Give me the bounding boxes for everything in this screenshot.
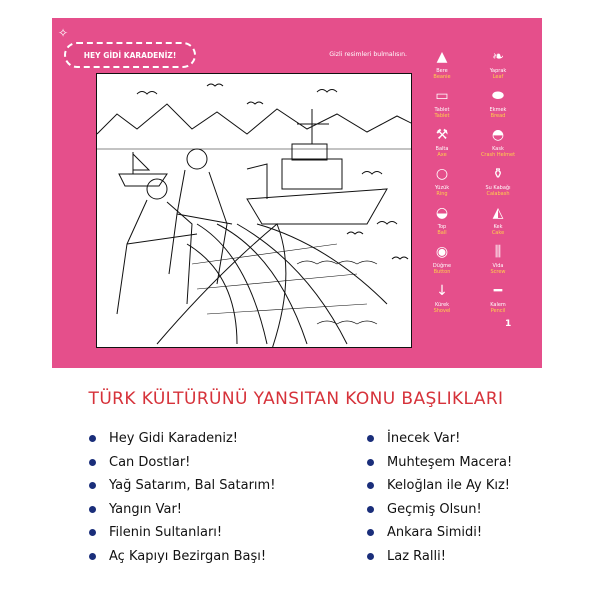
list-item: Yangın Var! xyxy=(81,502,275,526)
helmet-icon: ◓ xyxy=(491,127,505,143)
list-item: Yağ Satarım, Bal Satarım! xyxy=(81,478,275,502)
bullet-icon xyxy=(89,482,96,489)
section-title: TÜRK KÜLTÜRÜNÜ YANSITAN KONU BAŞLIKLARI xyxy=(88,389,504,409)
fishing-scene-illustration xyxy=(96,73,412,348)
topic-list-left xyxy=(81,431,275,572)
bullet-icon xyxy=(367,459,374,466)
hidden-item: ◉ Düğme Button xyxy=(415,241,469,275)
tablet-icon: ▭ xyxy=(435,88,449,104)
list-item: Laz Ralli! xyxy=(359,549,512,573)
ball-icon: ◒ xyxy=(435,205,449,221)
bullet-icon xyxy=(367,506,374,513)
leaf-icon: ❧ xyxy=(492,49,504,65)
sparkle-icon: ✧ xyxy=(58,26,69,40)
chapter-badge: HEY GİDİ KARADENİZ! xyxy=(64,42,196,68)
list-item: Aç Kapıyı Bezirgan Başı! xyxy=(81,549,275,573)
topic-list-right xyxy=(359,431,512,572)
beanie-icon: ▲ xyxy=(436,49,448,65)
list-item: İnecek Var! xyxy=(359,431,512,455)
screw-icon: ⫼ xyxy=(494,244,502,260)
instruction-text: Gizli resimleri bulmalısın. xyxy=(329,51,407,58)
ring-icon: ○ xyxy=(435,166,449,182)
calabash-icon: ⚱ xyxy=(492,166,504,182)
bullet-icon xyxy=(367,482,374,489)
button-icon: ◉ xyxy=(435,244,449,260)
page-number: 1 xyxy=(505,319,512,329)
hidden-item: ↓ Kürek Shovel xyxy=(415,280,469,314)
hidden-item: ⬬ Ekmek Bread xyxy=(471,85,525,119)
hidden-item: ◓ Kask Crash Helmet xyxy=(471,124,525,158)
bullet-icon xyxy=(89,459,96,466)
hidden-item: ⚱ Su Kabağı Calabash xyxy=(471,163,525,197)
list-item: Muhteşem Macera! xyxy=(359,455,512,479)
shovel-icon: ↓ xyxy=(436,283,448,299)
fishing-scene-drawing xyxy=(97,74,412,348)
bullet-icon xyxy=(367,529,374,536)
pencil-icon: ━ xyxy=(493,283,503,299)
list-item: Can Dostlar! xyxy=(81,455,275,479)
hidden-item: ▲ Bere Beanie xyxy=(415,46,469,80)
hidden-item: ◒ Top Ball xyxy=(415,202,469,236)
hidden-item: ◭ Kek Cake xyxy=(471,202,525,236)
hidden-item: ⚒ Balta Axe xyxy=(415,124,469,158)
list-item: Hey Gidi Karadeniz! xyxy=(81,431,275,455)
bullet-icon xyxy=(367,435,374,442)
cake-icon: ◭ xyxy=(492,205,504,221)
bullet-icon xyxy=(367,553,374,560)
list-item: Filenin Sultanları! xyxy=(81,525,275,549)
activity-book-page xyxy=(52,18,542,368)
hidden-item: ⫼ Vida Screw xyxy=(471,241,525,275)
bullet-icon xyxy=(89,553,96,560)
bullet-icon xyxy=(89,529,96,536)
bullet-icon xyxy=(89,435,96,442)
hidden-item: ❧ Yaprak Leaf xyxy=(471,46,525,80)
list-item: Ankara Simidi! xyxy=(359,525,512,549)
hidden-item: ○ Yüzük Ring xyxy=(415,163,469,197)
axe-icon: ⚒ xyxy=(435,127,449,143)
list-item: Geçmiş Olsun! xyxy=(359,502,512,526)
bread-icon: ⬬ xyxy=(492,88,504,104)
bullet-icon xyxy=(89,506,96,513)
list-item: Keloğlan ile Ay Kız! xyxy=(359,478,512,502)
hidden-item: ▭ Tablet Tablet xyxy=(415,85,469,119)
hidden-item: ━ Kalem Pencil xyxy=(471,280,525,314)
